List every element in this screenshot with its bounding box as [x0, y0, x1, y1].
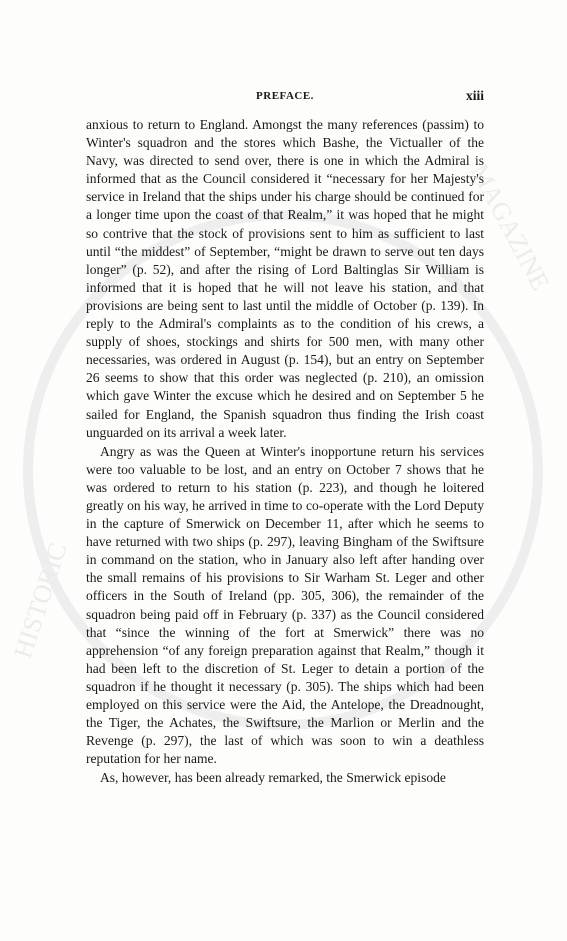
body-text: [86, 116, 484, 787]
paragraph-continuation: anxious to return to England. Amongst the many references (passim) to Winter's squadron and the stores which Bashe, the Victualler of the Navy, was directed to send over, there is one in which the Admiral is informed that as the Council considered it “necessary for her Majesty's service in Ireland that the ships under his charge should be continued for a longer time upon the coast of that Realm,” it was hoped that he might so contrive that the stock of provisions sent to him as sufficient to last until “the middest” of September, “might be drawn to serve out ten days longer” (p. 52), and after the rising of Lord Baltinglas Sir William is informed that it is hoped that he will not leave his station, and that provisions are being sent to last until the middle of October (p. 139). In reply to the Admiral's complaints as to the condition of his crews, a supply of shoes, stockings and shirts for 500 men, with many other necessaries, was ordered in August (p. 154), but an entry on September 26 seems to show that this order was neglected (p. 210), an omission which gave Winter the excuse which he desired and on September 5 he sailed for England, the Spanish squadron thus finding the Irish coast unguarded on its arrival a week later.: [86, 117, 484, 440]
watermark-text-right: MAGAZINE: [464, 159, 556, 296]
running-title: PREFACE.: [256, 90, 314, 102]
page-number: xiii: [465, 88, 484, 103]
paragraph-smerwick-episode: As, however, has been already remarked, the Smerwick episode: [100, 770, 446, 786]
paragraph-queen-angry: Angry as was the Queen at Winter's inopportune return his services were too valuable to be lost, and an entry on October 7 shows that he was ordered to return to his station (p. 223), and though he loitered greatly on his way, he arrived in time to co-operate with the Lord Deputy in the capture of Smerwick on December 11, after which he seems to have returned with two ships (p. 297), leaving Bingham of the Swiftsure in command on the station, who in January also left after handing over the small remains of his provisions to Sir Warham St. Leger and other officers in the South of Ireland (pp. 305, 306), the remainder of the squadron being paid off in February (p. 337) as the Council considered that “since the winning of the fort at Smerwick” there was no apprehension “of any foreign preparation against that Realm,” though it had been left to the discretion of St. Leger to detain a portion of the squadron if he thought it necessary (p. 305). The ships which had been employed on this service were the Aid, the Antelope, the Dreadnought, the Tiger, the Achates, the Swiftsure, the Marlion or Merlin and the Revenge (p. 297), the last of which was soon to win a deathless reputation for her name.: [86, 443, 484, 767]
watermark-text-left: HISTORIC: [8, 539, 73, 662]
page-header: [86, 88, 484, 106]
